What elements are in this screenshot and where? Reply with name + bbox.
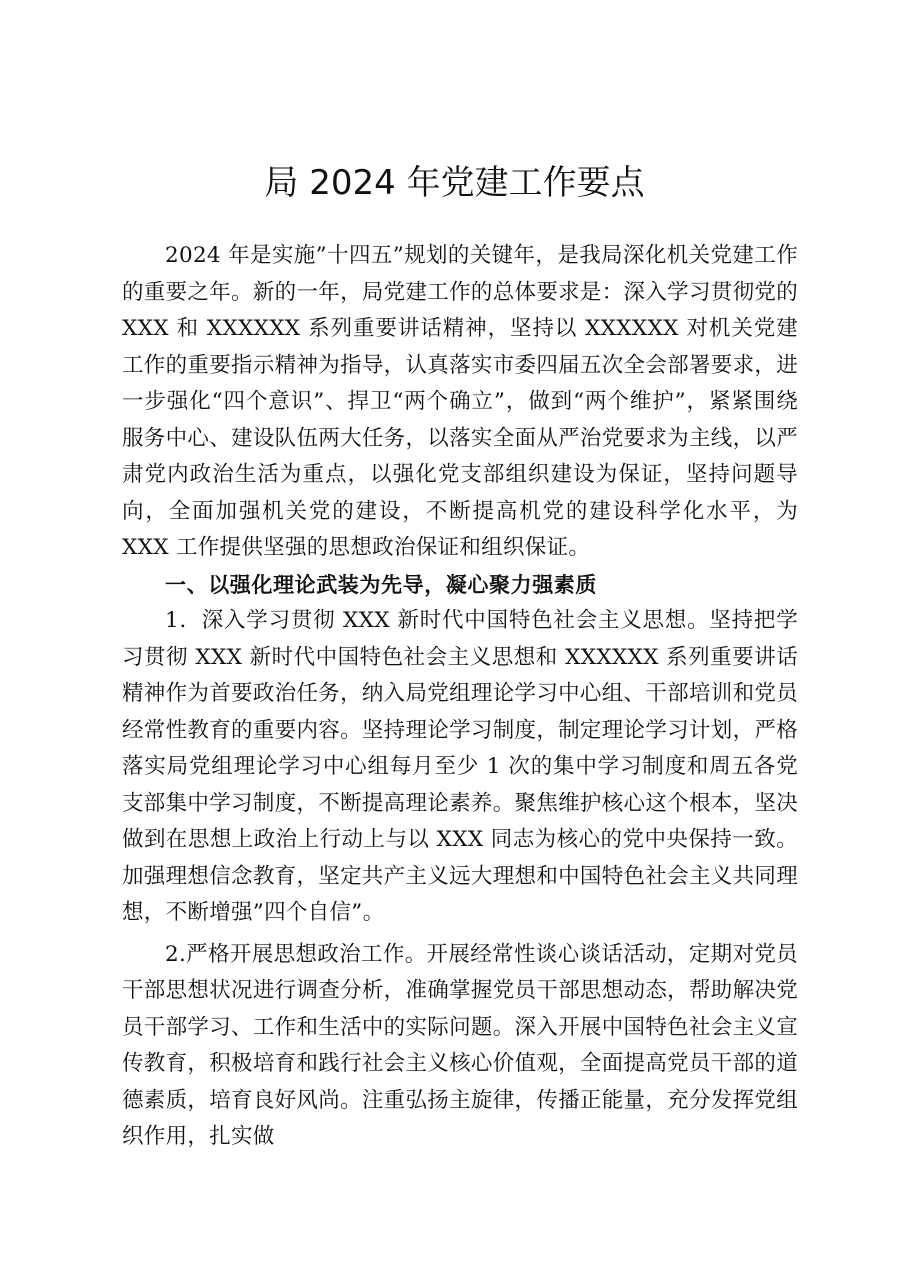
document-body: [122, 238, 798, 1156]
section-heading: 一、以强化理论武装为先导，凝心聚力强素质: [165, 572, 597, 597]
intro-paragraph: 2024 年是实施”十四五”规划的关键年，是我局深化机关党建工作的重要之年。新的一年，局党建工作的总体要求是：深入学习贯彻党的 XXX 和 XXXXXX 系列重要讲话精神，坚持以 XXXXXX 对机关党建工作的重要指示精神为指导，认真落实市委四届五次全会部署要求，进一步强化“四个意识”、捍卫“两个确立”，做到“两个维护”，紧紧围绕服务中心、建设队伍两大任务，以落实全面从严治党要求为主线，以严肃党内政治生活为重点，以强化党支部组织建设为保证，坚持问题导向，全面加强机关党的建设，不断提高机党的建设科学化水平，为 XXX 工作提供坚强的思想政治保证和组织保证。: [122, 243, 798, 560]
document-title: 局 2024 年党建工作要点: [264, 163, 645, 203]
item-paragraph-1: 1．深入学习贯彻 XXX 新时代中国特色社会主义思想。坚持把学习贯彻 XXX 新时代中国特色社会主义思想和 XXXXXX 系列重要讲话精神作为首要政治任务，纳入局党组理论学习中心组、干部培训和党员经常性教育的重要内容。坚持理论学习制度，制定理论学习计划，严格落实局党组理论学习中心组每月至少 1 次的集中学习制度和周五各党支部集中学习制度，不断提高理论素养。聚焦维护核心这个根本，坚决做到在思想上政治上行动上与以 XXX 同志为核心的党中央保持一致。加强理想信念教育，坚定共产主义远大理想和中国特色社会主义共同理想，不断增强”四个自信”。: [122, 608, 798, 925]
item-paragraph-2: 2.严格开展思想政治工作。开展经常性谈心谈话活动，定期对党员干部思想状况进行调查分析，准确掌握党员干部思想动态，帮助解决党员干部学习、工作和生活中的实际问题。深入开展中国特色社会主义宣传教育，积极培育和践行社会主义核心价值观，全面提高党员干部的道德素质，培育良好风尚。注重弘扬主旋律，传播正能量，充分发挥党组织作用，扎实做: [122, 941, 798, 1149]
